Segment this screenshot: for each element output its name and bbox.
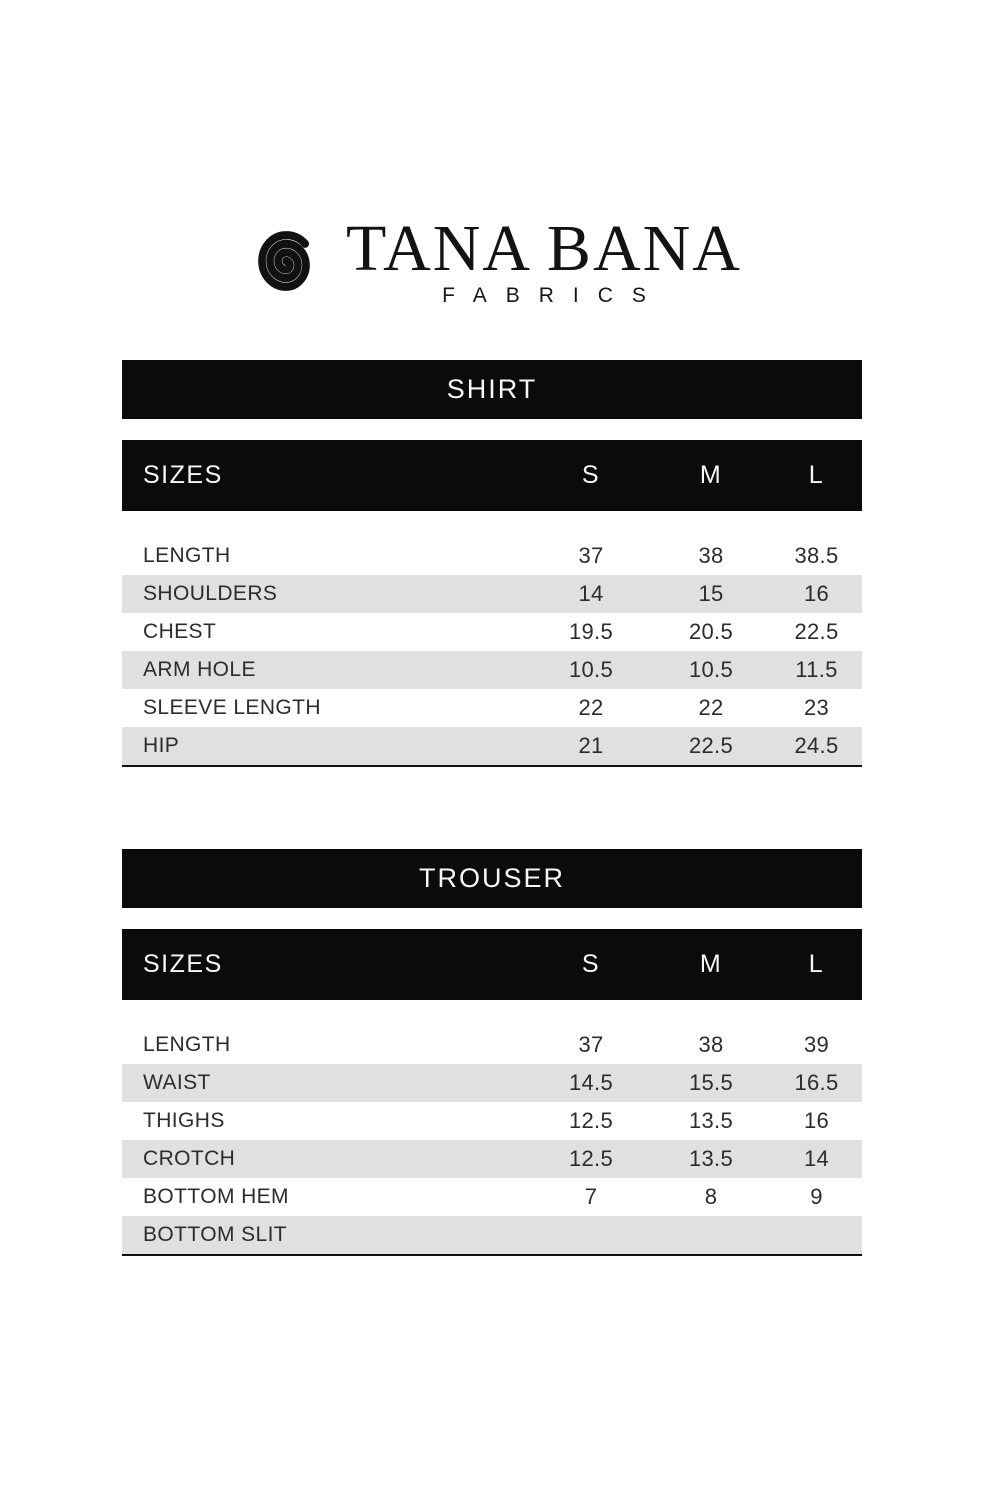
row-value-l: 16.5 — [794, 1070, 839, 1096]
row-label: BOTTOM SLIT — [143, 1223, 288, 1247]
trouser-sizes-header — [122, 929, 862, 1000]
brand-logo — [0, 0, 1000, 308]
row-value-s: 10.5 — [568, 657, 614, 683]
row-value-s: 37 — [578, 543, 604, 569]
row-label: CROTCH — [143, 1147, 236, 1171]
row-value-m: 15.5 — [688, 1070, 734, 1096]
row-label: SLEEVE LENGTH — [143, 696, 321, 720]
table-row — [122, 1140, 862, 1178]
row-value-m: 13.5 — [688, 1108, 734, 1134]
row-label: WAIST — [143, 1071, 211, 1095]
row-value-s: 21 — [578, 733, 604, 759]
row-value-m: 8 — [704, 1184, 718, 1210]
sizes-label: SIZES — [143, 461, 223, 490]
row-value-s: 14 — [578, 581, 604, 607]
trouser-title-bar — [122, 849, 862, 908]
column-header-s: S — [581, 950, 601, 979]
brand-name: TANA BANA — [346, 212, 742, 285]
table-row — [122, 689, 862, 727]
row-value-m: 13.5 — [688, 1146, 734, 1172]
column-header-m: M — [699, 461, 723, 490]
row-label: LENGTH — [143, 544, 231, 568]
table-row — [122, 651, 862, 689]
row-value-m: 22 — [698, 695, 724, 721]
size-charts — [122, 360, 862, 1256]
table-title: TROUSER — [418, 863, 565, 894]
row-value-m: 15 — [698, 581, 724, 607]
column-header-l: L — [808, 950, 825, 979]
row-value-l: 23 — [803, 695, 830, 721]
table-row — [122, 727, 862, 765]
row-value-l: 22.5 — [794, 619, 839, 645]
row-label: THIGHS — [143, 1109, 225, 1133]
row-value-l: 24.5 — [794, 733, 839, 759]
row-value-s: 12.5 — [568, 1108, 614, 1134]
row-label: BOTTOM HEM — [143, 1185, 289, 1209]
shirt-size-chart — [122, 360, 862, 767]
table-row — [122, 537, 862, 575]
table-row — [122, 1026, 862, 1064]
row-value-l: 38.5 — [794, 543, 839, 569]
trouser-rows — [122, 1026, 862, 1256]
row-label: HIP — [143, 734, 180, 758]
sizes-label: SIZES — [143, 950, 223, 979]
row-value-m: 38 — [698, 543, 724, 569]
table-row — [122, 1178, 862, 1216]
row-value-m: 22.5 — [688, 733, 734, 759]
row-value-s: 19.5 — [568, 619, 614, 645]
row-value-s: 12.5 — [568, 1146, 614, 1172]
brand-text — [346, 214, 742, 308]
row-value-m: 20.5 — [688, 619, 734, 645]
table-row — [122, 613, 862, 651]
shirt-title-bar — [122, 360, 862, 419]
row-label: ARM HOLE — [143, 658, 256, 682]
table-row — [122, 575, 862, 613]
row-value-s: 7 — [584, 1184, 598, 1210]
column-header-s: S — [581, 461, 601, 490]
column-header-m: M — [699, 950, 723, 979]
shirt-rows — [122, 537, 862, 767]
row-label: CHEST — [143, 620, 217, 644]
row-value-s: 22 — [578, 695, 604, 721]
row-value-s: 14.5 — [568, 1070, 614, 1096]
row-value-l: 16 — [803, 581, 830, 607]
table-row — [122, 1064, 862, 1102]
row-label: SHOULDERS — [143, 582, 278, 606]
row-value-m: 38 — [698, 1032, 724, 1058]
row-value-l: 16 — [803, 1108, 830, 1134]
shirt-sizes-header — [122, 440, 862, 511]
row-value-l: 11.5 — [795, 657, 838, 683]
spiral-icon — [246, 218, 326, 304]
table-title: SHIRT — [446, 374, 538, 405]
column-header-l: L — [808, 461, 825, 490]
row-value-l: 39 — [803, 1032, 830, 1058]
row-value-l: 9 — [810, 1184, 823, 1210]
row-value-s: 37 — [578, 1032, 604, 1058]
table-row — [122, 1216, 862, 1254]
table-row — [122, 1102, 862, 1140]
trouser-size-chart — [122, 849, 862, 1256]
brand-subtitle: FABRICS — [442, 284, 665, 308]
row-label: LENGTH — [143, 1033, 231, 1057]
row-value-l: 14 — [803, 1146, 830, 1172]
row-value-m: 10.5 — [688, 657, 734, 683]
